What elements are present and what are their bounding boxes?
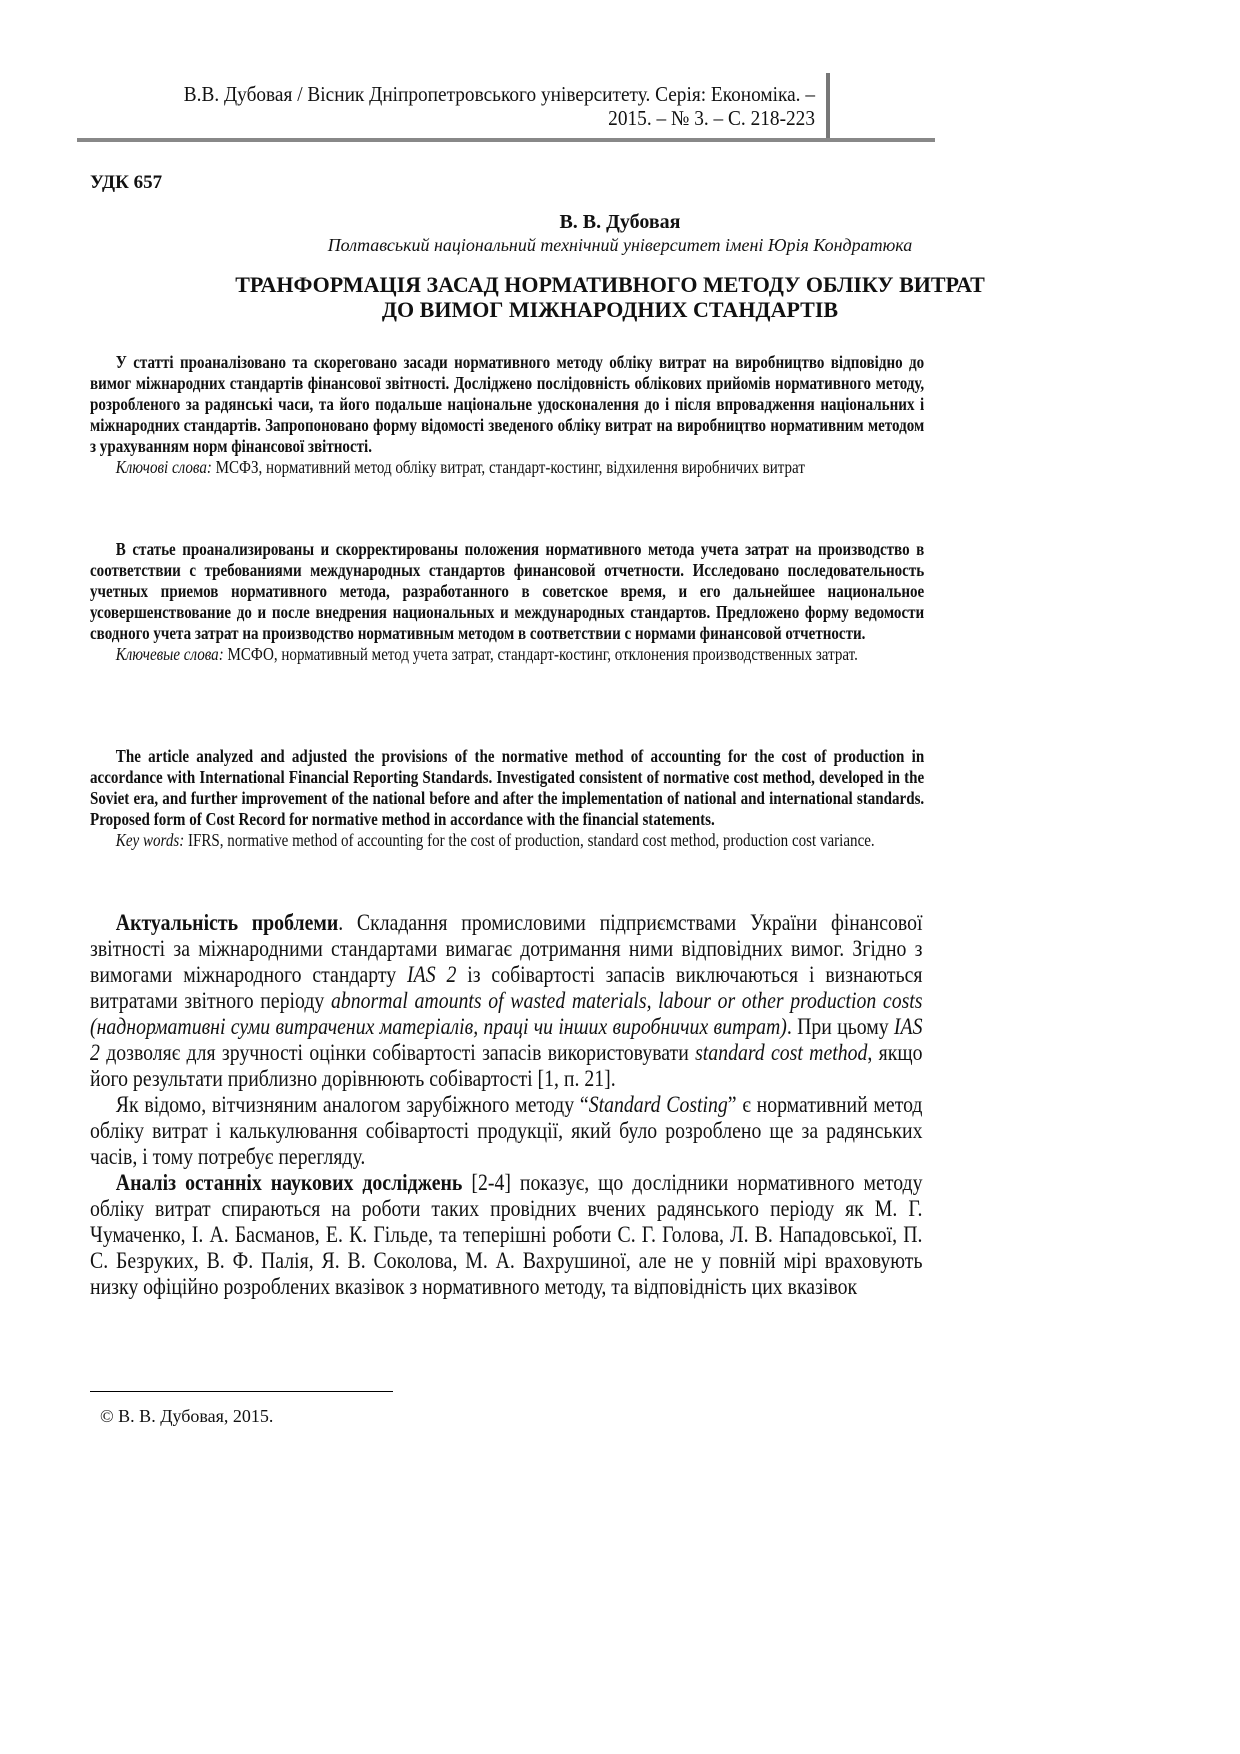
- keywords-text: IFRS, normative method of accounting for the cost of production, standard cost method, production cost variance.: [184, 830, 875, 850]
- section-heading: Актуальність проблеми: [115, 910, 339, 935]
- text: із собівартості запасів виключаються і визнаються витратами звітного періоду: [90, 962, 923, 1013]
- paragraph-relevance: [90, 910, 922, 1092]
- author-name: В. В. Дубовая: [559, 211, 681, 233]
- text: , якщо його результати приблизно дорівнюють собівартості [1, п. 21].: [90, 1040, 923, 1091]
- keywords: [90, 644, 924, 665]
- udk-code: УДК 657: [90, 172, 163, 193]
- keywords-label: Key words:: [115, 830, 185, 850]
- italic-text: Standard Costing: [588, 1092, 728, 1117]
- italic-text: IAS 2: [90, 1014, 923, 1065]
- abstract-text: В статье проанализированы и скорректированы положения нормативного метода учета затрат на производство в соответствии с требованиями международных стандартов финансовой отчетности. Исследовано последовательность учетных приемов нормативного метода, разработанного в советское время, и его дальнейшее национальное усовершенствование до и после внедрения национальных и международных стандартов. Предложено форму ведомости сводного учета затрат на производство нормативным методом в соответствии с нормами финансовой отчетности.: [90, 539, 925, 643]
- text: ” є нормативний метод обліку витрат і калькулювання собівартості продукції, який було розроблено ще за радянських часів, і тому потребує перегляду.: [90, 1092, 923, 1169]
- section-heading: Аналіз останніх наукових досліджень: [115, 1170, 463, 1195]
- text: . Складання промисловими підприємствами України фінансової звітності за міжнародними стандартами вимагає дотримання ними відповідних вимог. Згідно з вимогами міжнародного стандарту: [90, 910, 923, 987]
- article-body: [90, 910, 922, 1300]
- affiliation: Полтавський національний технічний університет імені Юрія Кондратюка: [327, 235, 913, 255]
- copyright-footnote: © В. В. Дубовая, 2015.: [100, 1406, 274, 1426]
- running-header: [136, 82, 815, 130]
- text: . При цьому: [786, 1014, 894, 1039]
- abstract-text: У статті проаналізовано та скореговано засади нормативного методу обліку витрат на виробництво відповідно до вимог міжнародних стандартів фінансової звітності. Досліджено послідовність облікових прийомів нормативного методу, розробленого за радянські часи, та його подальше національне удосконалення до і після впровадження національних і міжнародних стандартів. Запропоновано форму відомості зведеного обліку витрат на виробництво нормативним методом з урахуванням норм фінансової звітності.: [90, 352, 925, 456]
- keywords-text: МСФО, нормативный метод учета затрат, стандарт-костинг, отклонения производственных затрат.: [223, 644, 858, 664]
- footnote-separator: [90, 1391, 393, 1392]
- abstract-text: The article analyzed and adjusted the provisions of the normative method of accounting for the cost of production in accordance with International Financial Reporting Standards. Investigated consistent of normative cost method, developed in the Soviet era, and further improvement of the national before and after the implementation of national and international standards. Proposed form of Cost Record for normative method in accordance with the financial statements.: [90, 746, 925, 829]
- header-vertical-rule: [826, 73, 830, 141]
- title-line2: ДО ВИМОГ МІЖНАРОДНИХ СТАНДАРТІВ: [381, 297, 839, 322]
- abstract-ukrainian: [90, 352, 924, 478]
- abstract-english: [90, 746, 924, 851]
- keywords: [90, 830, 924, 851]
- keywords-text: МСФЗ, нормативний метод обліку витрат, стандарт-костинг, відхилення виробничих витрат: [211, 457, 805, 477]
- text: дозволяє для зручності оцінки собівартості запасів використовувати: [99, 1040, 696, 1065]
- italic-text: abnormal amounts of wasted materials, labour or other production costs (наднормативні суми витрачених матеріалів, праці чи інших виробничих витрат): [90, 988, 923, 1039]
- keywords-label: Ключевые слова:: [115, 644, 224, 664]
- italic-text: IAS 2: [407, 962, 457, 987]
- header-horizontal-rule: [77, 138, 935, 142]
- paragraph-standard-costing: [90, 1092, 922, 1170]
- paragraph-literature-review: [90, 1170, 922, 1300]
- title-line1: ТРАНФОРМАЦІЯ ЗАСАД НОРМАТИВНОГО МЕТОДУ ОБЛІКУ ВИТРАТ: [235, 272, 985, 297]
- text: [2-4] показує, що дослідники нормативного методу обліку витрат спираються на роботи таких провідних вчених радянського періоду як М. Г. Чумаченко, І. А. Басманов, Е. К. Гільде, та теперішні роботи С. Г. Голова, Л. В. Нападовської, П. С. Безруких, В. Ф. Палія, Я. В. Соколова, М. А. Вахрушиної, але не у повній мірі враховують низку офіційно розроблених вказівок з нормативного методу, та відповідність цих вказівок: [90, 1170, 923, 1299]
- text: Як відомо, вітчизняним аналогом зарубіжного методу “: [115, 1092, 589, 1117]
- article-title: [60, 272, 1160, 322]
- keywords-label: Ключові слова:: [115, 457, 212, 477]
- running-header-line2: 2015. – № 3. – С. 218-223: [608, 106, 815, 130]
- italic-text: standard cost method: [695, 1040, 868, 1065]
- keywords: [90, 457, 924, 478]
- abstract-russian: [90, 539, 924, 665]
- running-header-line1: В.В. Дубовая / Вісник Дніпропетровського університету. Серія: Економіка. –: [183, 82, 815, 106]
